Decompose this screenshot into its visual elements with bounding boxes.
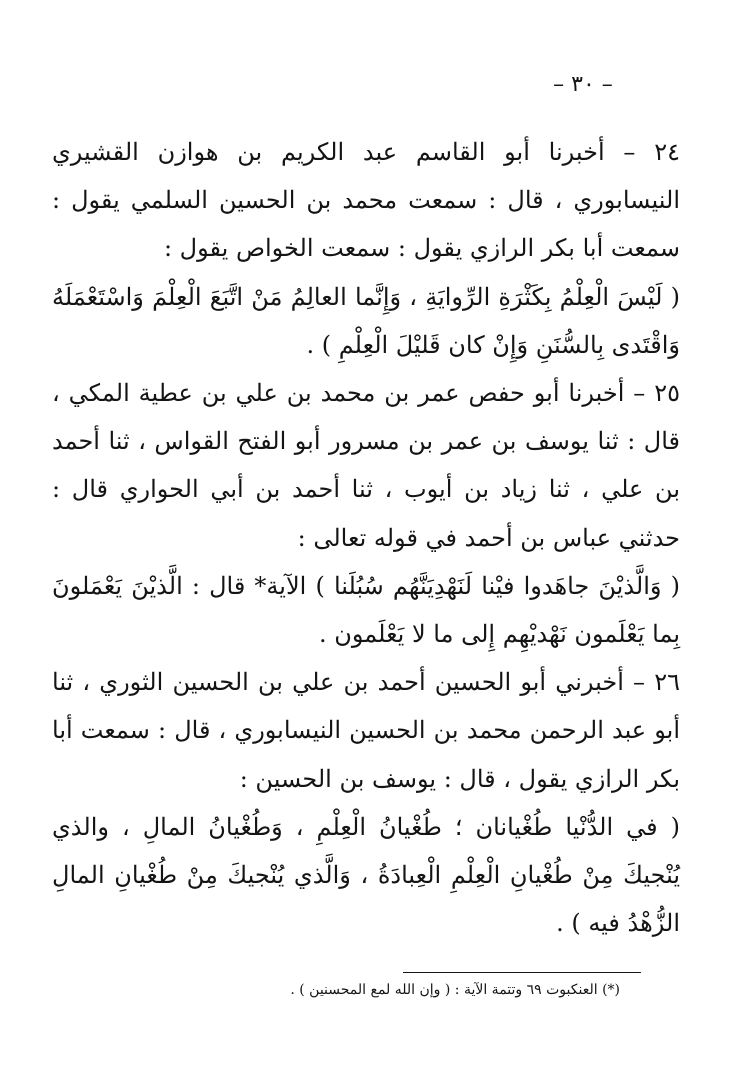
footnote: (*) العنكبوت ٦٩ وتتمة الآية : ( وإن الله لمع المحسنين ) . xyxy=(290,982,620,998)
paragraph-25-quote: ( وَالَّذيْنَ جاهَدوا فيْنا لَنَهْدِيَنَّهُم سُبُلَنا ) الآية* قال : الَّذيْنَ يَعْمَلونَ بِما يَعْلَمون نَهْديْهِم إِلى ما لا يَعْلَمون . xyxy=(52,571,680,649)
footnote-separator xyxy=(403,972,641,973)
paragraph-26-quote: ( في الدُّنْيا طُغْيانان ؛ طُغْيانُ الْعِلْمِ ، وَطُغْيانُ المالِ ، والذي يُنْجيكَ مِنْ طُغْيانِ الْعِلْمِ الْعِبادَةُ ، وَالَّذي يُنْجيكَ مِنْ طُغْيانِ المالِ الزُّهْدُ فيه ) . xyxy=(52,812,680,938)
body-text xyxy=(52,128,680,947)
paragraph-25-isnad: ٢٥ – أخبرنا أبو حفص عمر بن محمد بن علي بن عطية المكي ، قال : ثنا يوسف بن عمر بن مسرور أبو الفتح القواس ، ثنا أحمد بن علي ، ثنا زياد بن أيوب ، ثنا أحمد بن أبي الحواري قال : حدثني عباس بن أحمد في قوله تعالى : xyxy=(52,379,680,552)
paragraph-26-isnad: ٢٦ – أخبرني أبو الحسين أحمد بن علي بن الحسين الثوري ، ثنا أبو عبد الرحمن محمد بن الحسين النيسابوري ، قال : سمعت أبا بكر الرازي يقول ، قال : يوسف بن الحسين : xyxy=(52,668,680,793)
paragraph-24-isnad: ٢٤ – أخبرنا أبو القاسم عبد الكريم بن هوازن القشيري النيسابوري ، قال : سمعت محمد بن الحسين السلمي يقول : سمعت أبا بكر الرازي يقول : سمعت الخواص يقول : xyxy=(52,138,680,263)
paragraph-24-quote: ( لَيْسَ الْعِلْمُ بِكَثْرَةِ الرِّوايَةِ ، وَإِنَّما العالِمُ مَنْ اتَّبَعَ الْعِلْمَ وَاسْتَعْمَلَهُ وَاقْتَدى بِالسُّنَنِ وَإِنْ كان قَليْلَ الْعِلْمِ ) . xyxy=(52,282,680,359)
page-number: – ٣٠ – xyxy=(553,72,613,97)
